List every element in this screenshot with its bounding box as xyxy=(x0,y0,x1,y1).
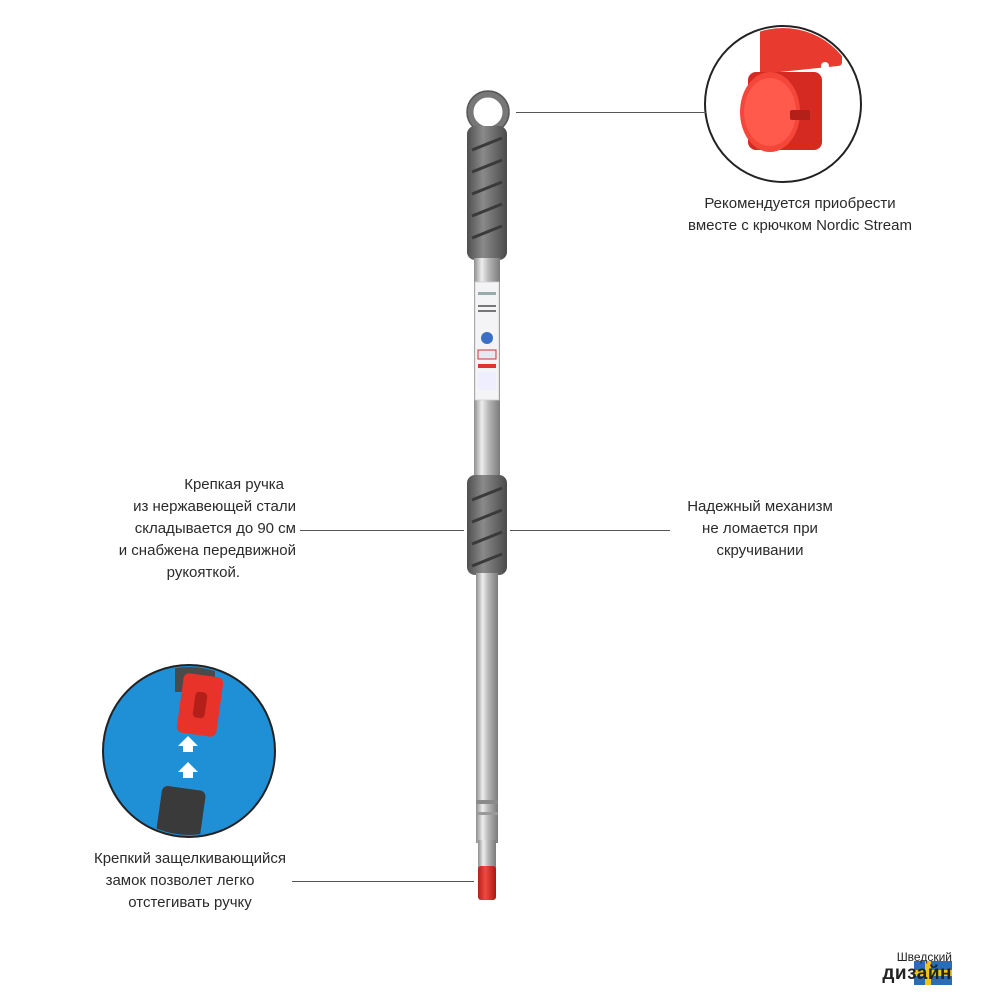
hook-caption xyxy=(640,193,960,237)
lock-caption-line2: замок позволет легко xyxy=(105,872,255,889)
handle-caption-line2: из нержавеющей стали xyxy=(133,498,296,515)
lock-caption-line3: отстегивать ручку xyxy=(128,894,252,911)
handle-caption-line4: и снабжена передвижной xyxy=(118,542,296,559)
handle-caption xyxy=(60,474,296,584)
lock-callout xyxy=(103,662,275,870)
handle-caption-line1: Крепкая ручка xyxy=(184,476,284,493)
handle-leader-line xyxy=(300,530,464,531)
mechanism-caption-line2: не ломается при xyxy=(702,520,818,537)
top-grip xyxy=(467,126,507,260)
hook-callout xyxy=(705,0,861,182)
telescopic-handle xyxy=(467,91,509,900)
mechanism-caption xyxy=(660,496,860,562)
middle-grip xyxy=(467,475,507,575)
hook-caption-line1: Рекомендуется приобрести xyxy=(704,195,896,212)
mechanism-caption-line3: скручивании xyxy=(716,542,804,559)
lock-caption-line1: Крепкий защелкивающийся xyxy=(93,850,287,867)
hook-leader-line xyxy=(516,112,706,113)
hanging-ring xyxy=(470,94,506,130)
handle-caption-line5: рукояткой. xyxy=(166,564,240,581)
mechanism-leader-line xyxy=(510,530,670,531)
swedish-design-badge xyxy=(882,950,952,984)
mechanism-caption-line1: Надежный механизм xyxy=(687,498,833,515)
lock-caption xyxy=(60,848,320,914)
handle-caption-line3: складывается до 90 см xyxy=(134,520,296,537)
product-label xyxy=(475,282,499,400)
red-tip xyxy=(478,866,496,900)
badge-line1: Шведский xyxy=(896,950,952,964)
hook-caption-line2: вместе с крючком Nordic Stream xyxy=(688,217,912,234)
badge-line2: дизайн xyxy=(882,963,952,984)
